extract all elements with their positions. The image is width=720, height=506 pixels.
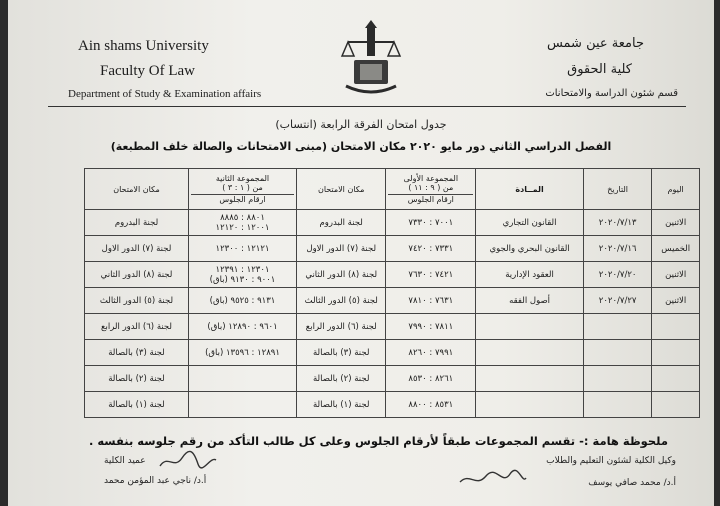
table-row (85, 314, 700, 340)
table-row (85, 340, 700, 366)
cell-date (583, 366, 651, 392)
cell-group2-place: لجنة (٨) الدور الثاني (85, 262, 189, 288)
cell-subject (476, 314, 584, 340)
col-group2 (188, 169, 296, 210)
vice-dean-name: أ.د/ محمد صافي يوسف (588, 478, 676, 488)
cell-day (652, 366, 700, 392)
col-group2-place: مكان الامتحان (85, 169, 189, 210)
table-row (85, 236, 700, 262)
table-row (85, 210, 700, 236)
cell-subject: أصول الفقه (476, 288, 584, 314)
university-logo (336, 20, 406, 98)
cell-date: ٢٠٢٠/٧/٢٧ (583, 288, 651, 314)
cell-day (652, 314, 700, 340)
cell-group2-place: لجنة (٥) الدور الثالث (85, 288, 189, 314)
cell-day: الخميس (652, 236, 700, 262)
cell-group1-seats: ٨٥٣١ : ٨٨٠٠ (386, 392, 476, 418)
cell-group2-seats: ٩٦٠١ : ١٢٨٩٠ (باق) (188, 314, 296, 340)
cell-group1-place: لجنة البدروم (297, 210, 386, 236)
cell-date (583, 314, 651, 340)
cell-group2-seats: ١٢٣٠١ : ١٢٣٩١ ٩٠٠١ : ٩١٣٠ (باق) (188, 262, 296, 288)
cell-date: ٢٠٢٠/٧/١٦ (583, 236, 651, 262)
en-faculty: Faculty Of Law (100, 63, 195, 79)
cell-group1-seats: ٧٠٠١ : ٧٣٣٠ (386, 210, 476, 236)
ar-faculty: كلية الحقوق (567, 62, 632, 77)
cell-group1-seats: ٧٦٣١ : ٧٨١٠ (386, 288, 476, 314)
cell-group1-place: لجنة (٧) الدور الاول (297, 236, 386, 262)
col-date: التاريخ (583, 169, 651, 210)
cell-group1-seats: ٨٢٦١ : ٨٥٣٠ (386, 366, 476, 392)
group2-range: من ( ١ : ٣ ) (222, 183, 263, 192)
ar-department: قسم شئون الدراسة والامتحانات (545, 88, 678, 99)
cell-group1-place: لجنة (٢) بالصالة (297, 366, 386, 392)
dean-name: أ.د/ ناجي عبد المؤمن محمد (104, 476, 207, 486)
cell-group1-seats: ٧٩٩١ : ٨٢٦٠ (386, 340, 476, 366)
cell-group2-seats: ٨٨٠١ : ٨٨٨٥ ١٢٠٠١ : ١٢١٢٠ (188, 210, 296, 236)
cell-group2-place: لجنة (٧) الدور الاول (85, 236, 189, 262)
cell-day (652, 340, 700, 366)
dean-title: عميد الكلية (104, 456, 146, 466)
group2-seats-label: ارقام الجلوس (191, 194, 294, 204)
cell-day: الاثنين (652, 288, 700, 314)
cell-group2-place: لجنة البدروم (85, 210, 189, 236)
document-page (8, 0, 714, 506)
cell-group1-place: لجنة (٨) الدور الثاني (297, 262, 386, 288)
cell-subject (476, 366, 584, 392)
cell-day: الاثنين (652, 210, 700, 236)
cell-group1-seats: ٧٤٢١ : ٧٦٣٠ (386, 262, 476, 288)
cell-subject: القانون التجاري (476, 210, 584, 236)
cell-group2-place: لجنة (١) بالصالة (85, 392, 189, 418)
schedule-subtitle: الفصل الدراسي الثاني دور مايو ٢٠٢٠ مكان الامتحان (مبنى الامتحانات والصالة خلف المطبعة) (110, 140, 612, 153)
group1-range: من ( ٩ : ١١ ) (408, 183, 454, 192)
col-group1 (386, 169, 476, 210)
cell-date (583, 392, 651, 418)
table-row (85, 392, 700, 418)
cell-date (583, 340, 651, 366)
col-subject: المــادة (476, 169, 584, 210)
cell-group2-seats: ١٢٨٩١ : ١٣٥٩٦ (باق) (188, 340, 296, 366)
cell-group2-seats: ٩١٣١ : ٩٥٢٥ (باق) (188, 288, 296, 314)
table-row (85, 288, 700, 314)
cell-day (652, 392, 700, 418)
cell-subject: العقود الإدارية (476, 262, 584, 288)
col-group1-place: مكان الامتحان (297, 169, 386, 210)
en-department: Department of Study & Examination affairs (68, 88, 262, 100)
group1-title: المجموعة الأولى (403, 174, 459, 183)
cell-group2-seats (188, 392, 296, 418)
group1-seats-label: ارقام الجلوس (388, 194, 473, 204)
table-row (85, 262, 700, 288)
cell-group2-seats: ١٢١٢١ : ١٢٣٠٠ (188, 236, 296, 262)
group2-title: المجموعة الثانية (215, 174, 270, 183)
schedule-title: جدول امتحان الفرقة الرابعة (انتساب) (275, 118, 447, 131)
table-row (85, 366, 700, 392)
cell-group2-place: لجنة (٣) بالصالة (85, 340, 189, 366)
ar-university: جامعة عين شمس (546, 36, 644, 51)
cell-subject (476, 340, 584, 366)
cell-group2-place: لجنة (٢) بالصالة (85, 366, 189, 392)
vice-dean-signature (458, 468, 528, 490)
header-divider (48, 106, 686, 107)
col-day: اليوم (652, 169, 700, 210)
dean-signature (158, 448, 218, 472)
exam-schedule-table (84, 168, 700, 418)
cell-group1-seats: ٧٨١١ : ٧٩٩٠ (386, 314, 476, 340)
cell-group1-place: لجنة (٦) الدور الرابع (297, 314, 386, 340)
cell-date: ٢٠٢٠/٧/٢٠ (583, 262, 651, 288)
important-note: ملحوظة هامة :- تقسم المجموعات طبقاً لأرقام الجلوس وعلى كل طالب التأكد من رقم جلوسه بنفسه . (88, 434, 668, 448)
cell-date: ٢٠٢٠/٧/١٣ (583, 210, 651, 236)
cell-group1-place: لجنة (١) بالصالة (297, 392, 386, 418)
cell-subject: القانون البحري والجوي (476, 236, 584, 262)
cell-group2-seats (188, 366, 296, 392)
cell-group1-place: لجنة (٣) بالصالة (297, 340, 386, 366)
cell-group1-place: لجنة (٥) الدور الثالث (297, 288, 386, 314)
table-header-row (85, 169, 700, 210)
en-university: Ain shams University (78, 38, 209, 54)
cell-subject (476, 392, 584, 418)
vice-dean-title: وكيل الكلية لشئون التعليم والطلاب (546, 456, 676, 466)
cell-group1-seats: ٧٣٣١ : ٧٤٢٠ (386, 236, 476, 262)
cell-day: الاثنين (652, 262, 700, 288)
cell-group2-place: لجنة (٦) الدور الرابع (85, 314, 189, 340)
